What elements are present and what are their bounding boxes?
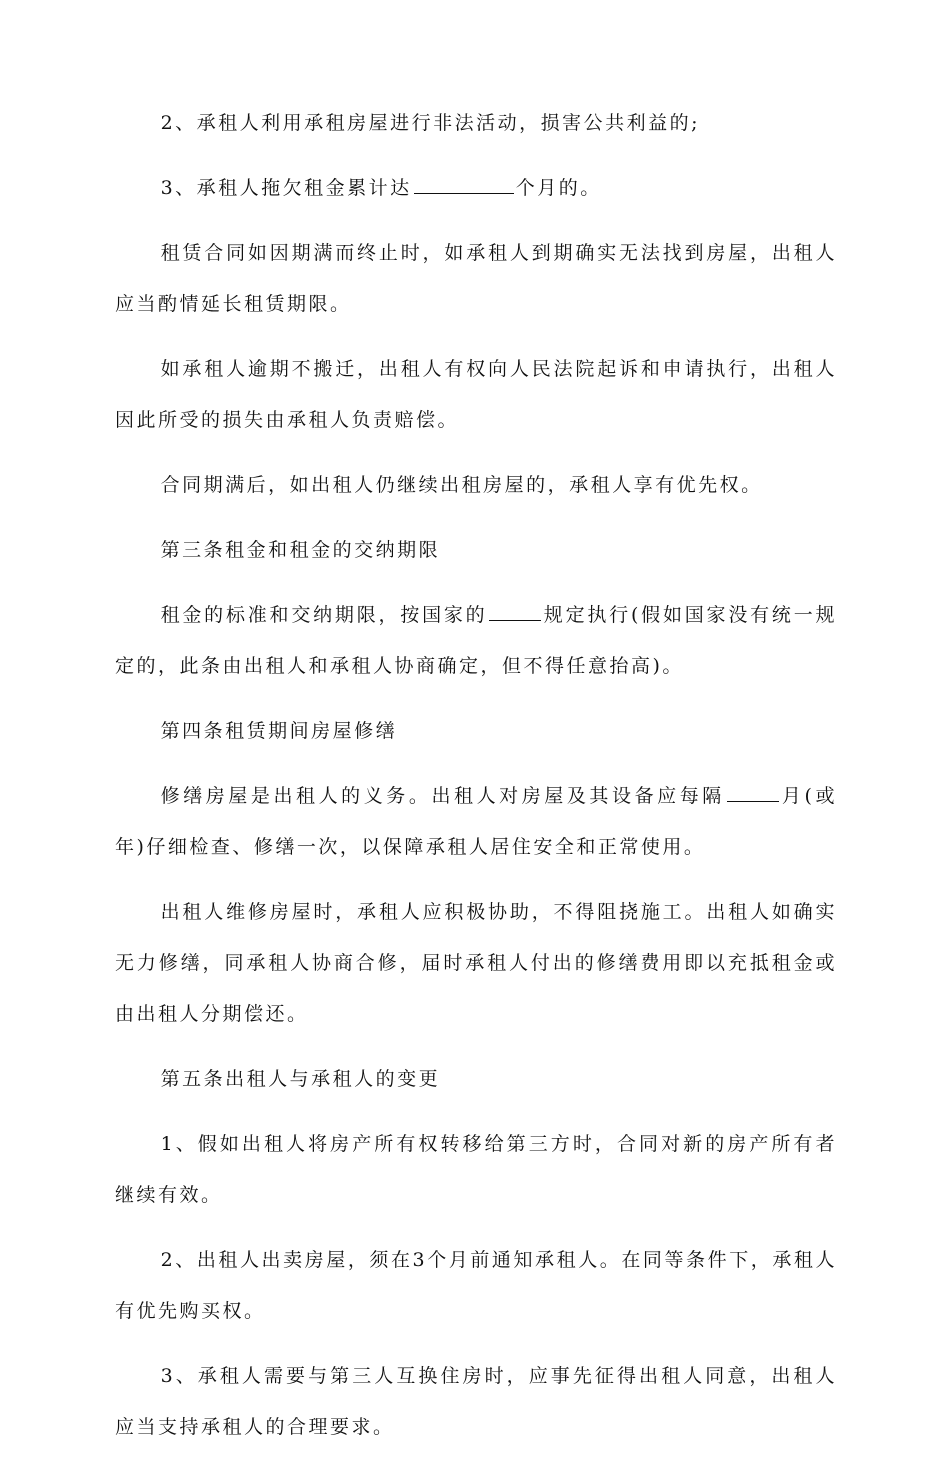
paragraph-text: 出租人维修房屋时，承租人应积极协助，不得阻挠施工。出租人如确实无力修缮，同承租人协商合修，届时承租人付出的修缮费用即以充抵租金或由出租人分期偿还。 xyxy=(115,901,837,1025)
paragraph-text: 租金的标准和交纳期限，按国家的 xyxy=(160,604,488,626)
paragraph-rent-standard xyxy=(115,590,837,692)
document-body xyxy=(115,98,837,1467)
paragraph-text: 2、承租人利用承租房屋进行非法活动，损害公共利益的; xyxy=(160,112,701,134)
paragraph-text: 租赁合同如因期满而终止时，如承租人到期确实无法找到房屋，出租人应当酌情延长租赁期限。 xyxy=(115,242,837,315)
clause-item-3 xyxy=(115,163,837,214)
heading-text: 第三条租金和租金的交纳期限 xyxy=(160,539,441,561)
article-4-heading xyxy=(115,706,837,757)
paragraph-text: 3、承租人拖欠租金累计达 xyxy=(160,177,412,199)
article-3-heading xyxy=(115,525,837,576)
fill-blank-months xyxy=(414,173,514,194)
paragraph-repair-cooperation xyxy=(115,887,837,1040)
heading-text: 第四条租赁期间房屋修缮 xyxy=(160,720,398,742)
paragraph-text: 如承租人逾期不搬迁，出租人有权向人民法院起诉和申请执行，出租人因此所受的损失由承租人负责赔偿。 xyxy=(115,358,837,431)
clause-item-2 xyxy=(115,98,837,149)
paragraph-text: 合同期满后，如出租人仍继续出租房屋的，承租人享有优先权。 xyxy=(160,474,763,496)
paragraph-overdue-move xyxy=(115,344,837,446)
paragraph-lease-expiry xyxy=(115,228,837,330)
paragraph-repair-duty xyxy=(115,771,837,873)
clause-change-2 xyxy=(115,1235,837,1337)
paragraph-text: 1、假如出租人将房产所有权转移给第三方时，合同对新的房产所有者继续有效。 xyxy=(115,1133,837,1206)
heading-text: 第五条出租人与承租人的变更 xyxy=(160,1068,441,1090)
fill-blank-regulation xyxy=(489,600,541,621)
fill-blank-interval xyxy=(727,781,779,802)
paragraph-text: 修缮房屋是出租人的义务。出租人对房屋及其设备应每隔 xyxy=(160,785,725,807)
paragraph-text: 2、出租人出卖房屋，须在3个月前通知承租人。在同等条件下，承租人有优先购买权。 xyxy=(115,1249,837,1322)
paragraph-text: 规定执行(假如国家没有统一规定的，此条由出租人和承租人协商确定，但不得任意抬高)。 xyxy=(115,604,837,677)
paragraph-text: 3、承租人需要与第三人互换住房时，应事先征得出租人同意，出租人应当支持承租人的合理要求。 xyxy=(115,1365,837,1438)
paragraph-text: 个月的。 xyxy=(515,177,602,199)
clause-change-3 xyxy=(115,1351,837,1453)
paragraph-text: 月(或年)仔细检查、修缮一次，以保障承租人居住安全和正常使用。 xyxy=(115,785,837,858)
article-5-heading xyxy=(115,1054,837,1105)
paragraph-priority-right xyxy=(115,460,837,511)
clause-change-1 xyxy=(115,1119,837,1221)
